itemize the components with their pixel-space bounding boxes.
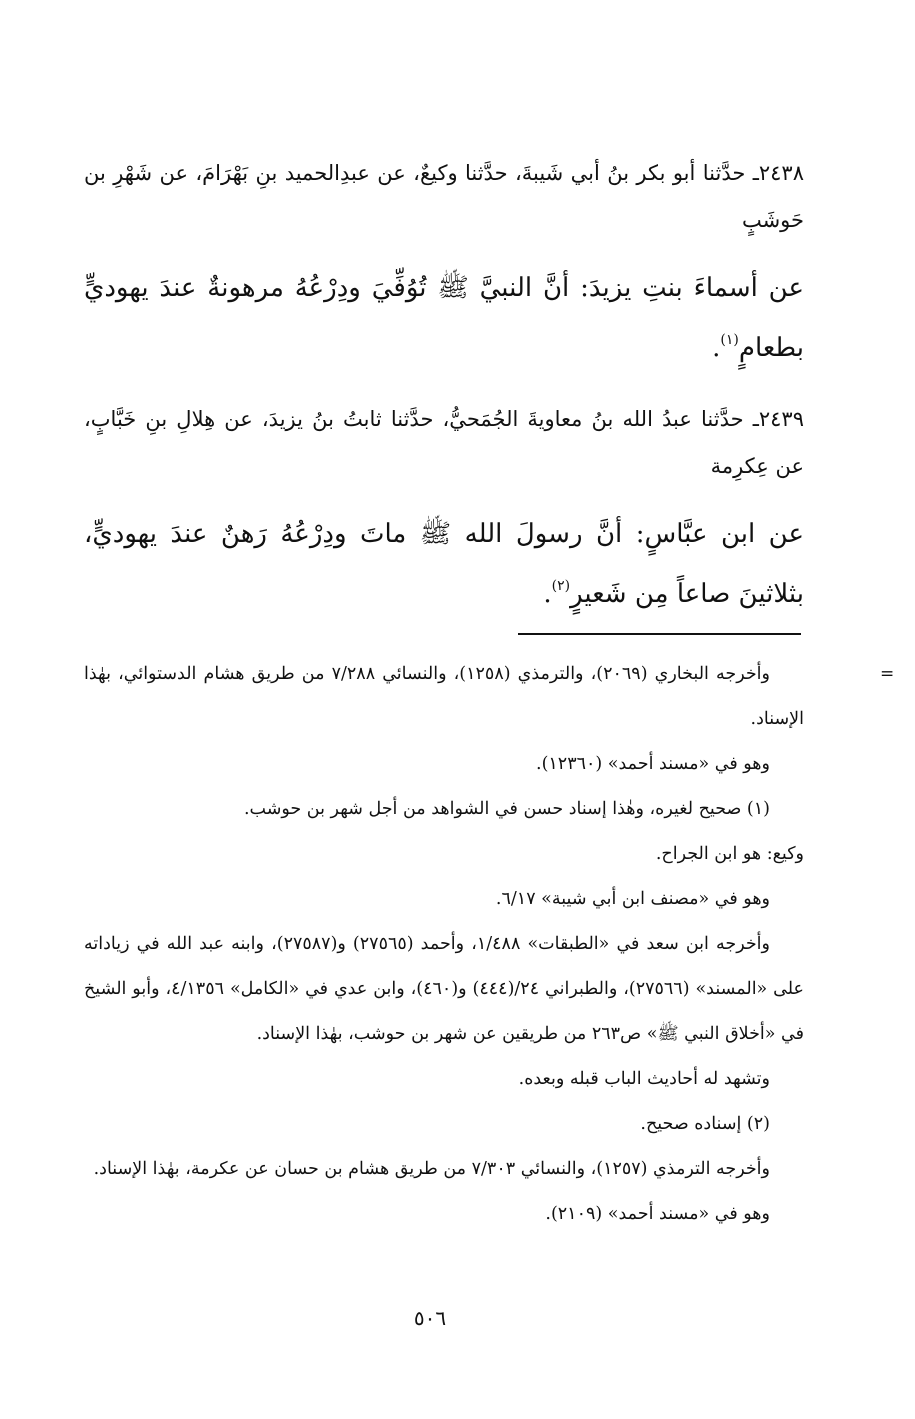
footnote-ref-1[interactable]: (١)	[720, 332, 739, 348]
footnote-separator	[518, 633, 801, 635]
hadith-2439-matn	[84, 504, 804, 624]
footnote-line: وكيع: هو ابن الجراح.	[655, 844, 804, 864]
hadith-2439-matn-text: عن ابن عبَّاسٍ: أنَّ رسولَ الله ﷺ ماتَ ودِرْعُهُ رَهنٌ عندَ يهوديٍّ، بثلاثينَ صاعاً مِن شَعيرٍ	[84, 519, 804, 609]
footnote-line: وأخرجه البخاري (٢٠٦٩)، والترمذي (١٢٥٨)، والنسائي ٧/٢٨٨ من طريق هشام الدستوائي، بهٰذا الإسناد.	[84, 664, 804, 729]
footnote-line: وهو في «مسند أحمد» (١٢٣٦٠).	[536, 754, 770, 774]
hadith-2438-matn	[84, 258, 804, 378]
footnote-line: وأخرجه ابن سعد في «الطبقات» ١/٤٨٨، وأحمد (٢٧٥٦٥) و(٢٧٥٨٧)، وابنه عبد الله في زياداته على «المسند» (٢٧٥٦٦)، والطبراني ٢٤/(٤٤٤) و(٤٦٠)، وابن عدي في «الكامل» ٤/١٣٥٦، وأبو الشيخ في «أخلاق النبي ﷺ» ص٢٦٣ من طريقين عن شهر بن حوشب، بهٰذا الإسناد.	[84, 934, 805, 1044]
footnote-line: (٢) إسناده صحيح.	[640, 1114, 770, 1134]
footnote-line: وهو في «مسند أحمد» (٢١٠٩).	[545, 1204, 770, 1224]
footnotes	[84, 652, 895, 1237]
footnote-ref-2[interactable]: (٢)	[551, 578, 571, 594]
footnote-line: (١) صحيح لغيره، وهٰذا إسناد حسن في الشواهد من أجل شهر بن حوشب.	[243, 799, 770, 819]
footnote-line: وتشهد له أحاديث الباب قبله وبعده.	[518, 1069, 770, 1089]
continuation-mark: =	[880, 664, 895, 684]
hadith-2439-end: .	[543, 579, 552, 609]
hadith-2439-sanad: ٢٤٣٩ـ حدَّثنا عبدُ الله بنُ معاويةَ الجُمَحيُّ، حدَّثنا ثابتُ بنُ يزيدَ، عن هِلالِ بنِ خَبَّابٍ، عن عِكرِمة	[84, 407, 804, 478]
footnote-line: وهو في «مصنف ابن أبي شيبة» ٦/١٧.	[495, 889, 770, 909]
hadith-2438-matn-text: عن أسماءَ بنتِ يزيدَ: أنَّ النبيَّ ﷺ تُوُفِّيَ ودِرْعُهُ مرهونةٌ عندَ يهوديٍّ بطعامٍ	[84, 273, 804, 363]
hadith-2438-end: .	[712, 333, 721, 363]
footnote-line: وأخرجه الترمذي (١٢٥٧)، والنسائي ٧/٣٠٣ من طريق هشام بن حسان عن عكرمة، بهٰذا الإسناد.	[93, 1159, 770, 1179]
hadith-2438-sanad: ٢٤٣٨ـ حدَّثنا أبو بكر بنُ أبي شَيبةَ، حدَّثنا وكيعٌ، عن عبدِالحميد بنِ بَهْرَامَ، عن شَهْرِ بن حَوشَبٍ	[84, 161, 804, 232]
main-text	[84, 150, 804, 624]
footnote-list	[84, 652, 804, 1237]
page-number: ٥٠٦	[413, 1306, 447, 1330]
